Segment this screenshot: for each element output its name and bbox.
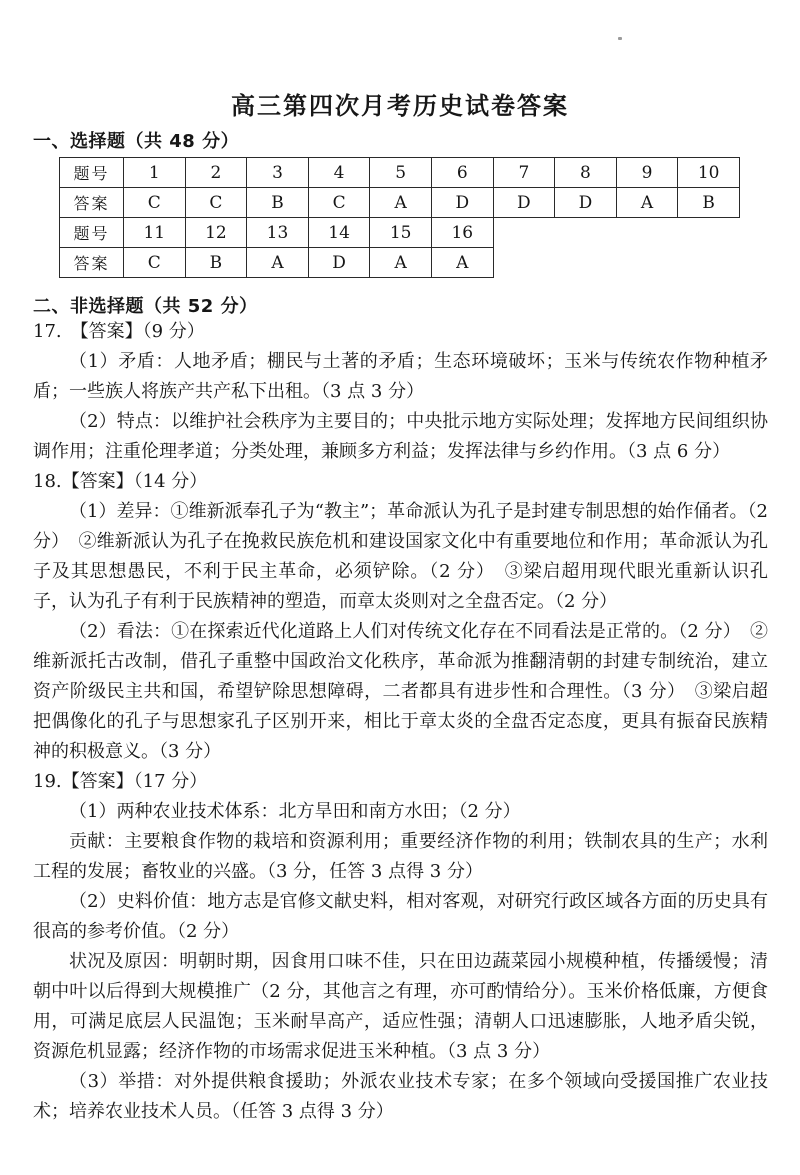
question-19-header: 19.【答案】（17 分） bbox=[33, 771, 208, 792]
question-number-cell: 4 bbox=[308, 158, 370, 188]
answer-cell: A bbox=[370, 188, 432, 218]
empty-cell bbox=[493, 248, 555, 278]
answer-cell: D bbox=[308, 248, 370, 278]
question-number-label: 题号 bbox=[60, 218, 124, 248]
q18-answer-paragraph-1: （1）差异：①维新派奉孔子为“教主”；革命派认为孔子是封建专制思想的始作俑者。（2 分） ②维新派认为孔子在挽救民族危机和建设国家文化中有重要地位和作用；革命派认为孔子及其思想愚民，不利于民主革命，必须铲除。（2 分） ③梁启超用现代眼光重新认识孔子，认为孔子有利于民族精神的塑造，而章太炎则对之全盘否定。（2 分） bbox=[33, 501, 768, 612]
question-number-cell: 10 bbox=[678, 158, 740, 188]
empty-cell bbox=[616, 218, 678, 248]
q19-answer-paragraph-3: （2）史料价值：地方志是官修文献史料，相对客观，对研究行政区域各方面的历史具有很高的参考价值。（2 分） bbox=[33, 891, 768, 942]
question-number-cell: 14 bbox=[308, 218, 370, 248]
answer-cell: A bbox=[616, 188, 678, 218]
question-17-header: 17. 【答案】（9 分） bbox=[33, 321, 205, 342]
section-heading-choice-questions: 一、选择题（共 48 分） bbox=[33, 131, 240, 152]
question-number-cell: 15 bbox=[370, 218, 432, 248]
question-number-cell: 3 bbox=[247, 158, 309, 188]
answer-table-wrap bbox=[59, 157, 740, 278]
answer-cell: B bbox=[247, 188, 309, 218]
question-number-cell: 12 bbox=[185, 218, 247, 248]
q19-answer-paragraph-5: （3）举措：对外提供粮食援助；外派农业技术专家；在多个领域向受援国推广农业技术；培养农业技术人员。（任答 3 点得 3 分） bbox=[33, 1071, 768, 1122]
question-number-cell: 5 bbox=[370, 158, 432, 188]
section-heading-non-choice-questions: 二、非选择题（共 52 分） bbox=[33, 296, 258, 317]
answer-cell: C bbox=[185, 188, 247, 218]
table-row-answers-1 bbox=[60, 188, 740, 218]
table-row-question-numbers-2 bbox=[60, 218, 740, 248]
table-row-answers-2 bbox=[60, 248, 740, 278]
answer-table bbox=[59, 157, 740, 278]
question-number-cell: 8 bbox=[555, 158, 617, 188]
question-number-cell: 1 bbox=[124, 158, 186, 188]
empty-cell bbox=[555, 218, 617, 248]
scan-speck-artifact bbox=[618, 37, 622, 40]
answer-cell: D bbox=[493, 188, 555, 218]
empty-cell bbox=[678, 218, 740, 248]
question-number-cell: 9 bbox=[616, 158, 678, 188]
answer-label: 答案 bbox=[60, 188, 124, 218]
answer-cell: D bbox=[431, 188, 493, 218]
answer-cell: C bbox=[308, 188, 370, 218]
question-number-cell: 11 bbox=[124, 218, 186, 248]
q18-answer-paragraph-2: （2）看法：①在探索近代化道路上人们对传统文化存在不同看法是正常的。（2 分） ②维新派托古改制，借孔子重整中国政治文化秩序，革命派为推翻清朝的封建专制统治，建立资产阶级民主共和国，希望铲除思想障碍，二者都具有进步性和合理性。（3 分） ③梁启超把偶像化的孔子与思想家孔子区别开来，相比于章太炎的全盘否定态度，更具有振奋民族精神的积极意义。（3 分） bbox=[33, 621, 768, 762]
answer-cell: A bbox=[431, 248, 493, 278]
answers-body bbox=[33, 317, 768, 1127]
empty-cell bbox=[616, 248, 678, 278]
q19-answer-paragraph-4: 状况及原因：明朝时期，因食用口味不佳，只在田边蔬菜园小规模种植，传播缓慢；清朝中叶以后得到大规模推广（2 分，其他言之有理，亦可酌情给分）。玉米价格低廉，方便食用，可满足底层人民温饱；玉米耐旱高产，适应性强；清朝人口迅速膨胀，人地矛盾尖锐，资源危机显露；经济作物的市场需求促进玉米种植。（3 点 3 分） bbox=[33, 951, 768, 1062]
answer-cell: A bbox=[247, 248, 309, 278]
q19-answer-paragraph-2: 贡献：主要粮食作物的栽培和资源利用；重要经济作物的利用；铁制农具的生产；水利工程的发展；畜牧业的兴盛。（3 分，任答 3 点得 3 分） bbox=[33, 831, 768, 882]
question-number-cell: 2 bbox=[185, 158, 247, 188]
page-title: 高三第四次月考历史试卷答案 bbox=[231, 91, 569, 120]
q17-answer-paragraph-2: （2）特点：以维护社会秩序为主要目的；中央批示地方实际处理；发挥地方民间组织协调作用；注重伦理孝道；分类处理，兼顾多方利益；发挥法律与乡约作用。（3 点 6 分） bbox=[33, 411, 768, 462]
question-number-cell: 6 bbox=[431, 158, 493, 188]
empty-cell bbox=[555, 248, 617, 278]
answer-cell: C bbox=[124, 188, 186, 218]
question-number-cell: 13 bbox=[247, 218, 309, 248]
answer-cell: B bbox=[185, 248, 247, 278]
q17-answer-paragraph-1: （1）矛盾：人地矛盾；棚民与土著的矛盾；生态环境破坏；玉米与传统农作物种植矛盾；一些族人将族产共产私下出租。（3 点 3 分） bbox=[33, 351, 768, 402]
empty-cell bbox=[678, 248, 740, 278]
answer-cell: D bbox=[555, 188, 617, 218]
empty-cell bbox=[493, 218, 555, 248]
question-number-cell: 7 bbox=[493, 158, 555, 188]
question-number-cell: 16 bbox=[431, 218, 493, 248]
answer-label: 答案 bbox=[60, 248, 124, 278]
q19-answer-paragraph-1: （1）两种农业技术体系：北方旱田和南方水田；（2 分） bbox=[69, 801, 521, 822]
answer-cell: A bbox=[370, 248, 432, 278]
answer-cell: C bbox=[124, 248, 186, 278]
question-18-header: 18.【答案】（14 分） bbox=[33, 471, 208, 492]
table-row-question-numbers-1 bbox=[60, 158, 740, 188]
answer-cell: B bbox=[678, 188, 740, 218]
question-number-label: 题号 bbox=[60, 158, 124, 188]
